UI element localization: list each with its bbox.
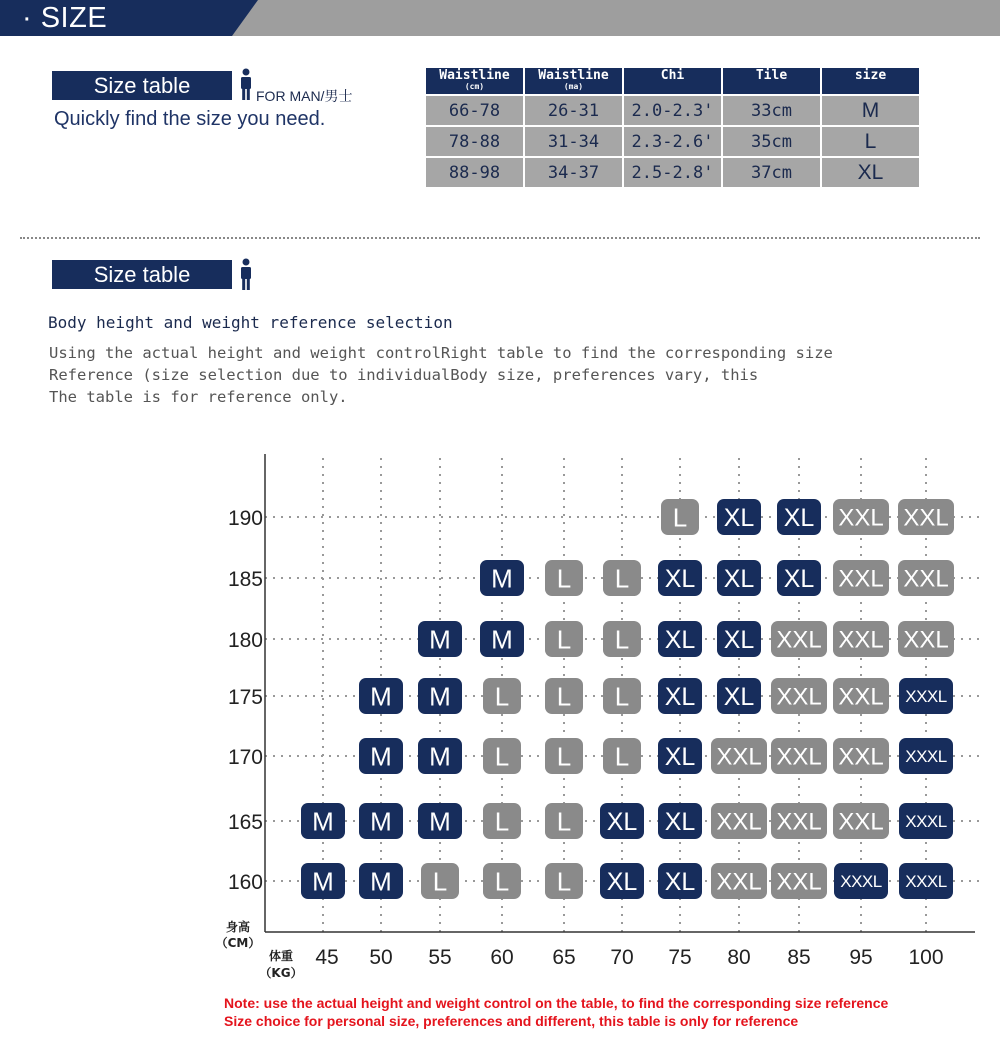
size-badge-label: XXL [838,808,884,836]
size-badge-label: M [312,866,334,897]
size-badge-label: XXXL [905,747,947,767]
x-tick-label: 100 [908,946,944,969]
size-table-label: Size table [52,71,232,100]
table-row [426,127,919,156]
size-badge-label: L [614,624,630,655]
size-badge-label: L [556,741,572,772]
size-badge-label: XXL [716,808,762,836]
size-badge-label: XXL [838,565,884,593]
size-badge-label: XL [723,626,755,654]
size-badge-label: XXXL [905,872,947,892]
description-line: Using the actual height and weight controlRight table to find the corresponding size [49,344,833,362]
size-badge-label: L [614,741,630,772]
y-tick-label: 165 [227,811,263,834]
y-axis-label: 身高 [225,920,251,934]
section-divider [20,237,980,239]
size-badge-label: XXL [776,868,822,896]
size-badge-label: L [494,866,510,897]
size-badge-label: XL [783,565,815,593]
x-tick-label: 55 [428,946,452,969]
size-badge-label: XXL [776,683,822,711]
description-line: The table is for reference only. [49,388,348,406]
size-badge-label: XL [783,504,815,532]
size-badge-label: M [429,806,451,837]
table-cell: XL [822,158,919,187]
table-cell: 35cm [723,127,820,156]
x-tick-label: 65 [552,946,576,969]
size-badge-label: XXXL [905,687,947,707]
x-tick-label: 75 [668,946,692,969]
size-badge-label: L [556,681,572,712]
table-cell: 37cm [723,158,820,187]
size-badge-label: XL [723,504,755,532]
man-icon [239,68,253,100]
size-badge-label: L [494,741,510,772]
size-badge-label: L [494,681,510,712]
size-badge-label: XL [606,868,638,896]
size-badge-label: M [312,806,334,837]
size-badge-label: M [429,741,451,772]
table-cell: L [822,127,919,156]
x-axis-label: 体重 [268,949,294,963]
size-table [424,66,921,189]
man-icon [239,258,253,290]
note-line: Size choice for personal size, preferences and different, this table is only for reference [224,1013,799,1029]
table-row [426,158,919,187]
chart-heading: Body height and weight reference selection [48,313,453,332]
table-cell: 78-88 [426,127,523,156]
table-cell: 33cm [723,96,820,125]
y-axis-label-unit: （CM） [215,936,261,950]
table-cell: 2.5-2.8' [624,158,721,187]
size-badge-label: M [370,866,392,897]
x-tick-label: 45 [315,946,339,969]
size-badge-label: XXL [838,626,884,654]
size-table-label-2: Size table [52,260,232,289]
x-axis-label-unit: （KG） [259,966,303,980]
table-cell: 34-37 [525,158,622,187]
size-badge-label: XL [723,683,755,711]
size-badge-label: M [429,681,451,712]
table-cell: 66-78 [426,96,523,125]
size-badge-label: L [432,866,448,897]
size-badge-label: L [556,806,572,837]
x-tick-label: 60 [490,946,514,969]
table-cell: 26-31 [525,96,622,125]
size-badge-label: M [491,563,513,594]
size-badge-label: XXL [903,565,949,593]
y-tick-label: 190 [227,507,263,530]
size-badge-label: XXL [838,683,884,711]
size-badge-label: XL [664,565,696,593]
size-badge-label: L [614,563,630,594]
size-badge-label: XXL [838,743,884,771]
size-badge-label: XXL [776,626,822,654]
size-table-header-row [426,68,919,94]
size-badge-label: M [370,741,392,772]
size-badge-label: XXL [903,626,949,654]
size-badge-label: L [556,624,572,655]
size-badge-label: XXL [903,504,949,532]
header-tile: Tile [723,68,820,94]
size-badge-label: XXXL [905,812,947,832]
size-badge-label: M [491,624,513,655]
header-bar-accent-slant [232,0,258,36]
for-man-label: FOR MAN/男士 [256,88,353,104]
size-badge-label: XL [664,626,696,654]
x-tick-label: 50 [369,946,393,969]
size-badge-label: L [494,806,510,837]
size-badge-label: XL [664,743,696,771]
y-tick-label: 170 [227,746,263,769]
size-badge-label: XXL [716,743,762,771]
size-badge-label: XL [723,565,755,593]
size-badge-label: XXXL [840,872,882,892]
size-badge-label: XL [664,683,696,711]
table-cell: 2.3-2.6' [624,127,721,156]
y-tick-label: 160 [227,871,263,894]
x-tick-label: 80 [727,946,751,969]
size-badge-label: XXL [776,808,822,836]
size-badge-label: M [370,806,392,837]
page-title: · SIZE [22,2,108,34]
header-chi: Chi [624,68,721,94]
table-cell: M [822,96,919,125]
size-badge-label: XXL [716,868,762,896]
tagline: Quickly find the size you need. [54,108,326,130]
size-badge-label: XXL [838,504,884,532]
size-badge-label: XL [664,868,696,896]
size-chart [0,440,1000,980]
size-badge-label: XL [606,808,638,836]
header-waistline-cm: Waistline (cm) [426,68,523,94]
table-cell: 2.0-2.3' [624,96,721,125]
header-size: size [822,68,919,94]
size-badge-label: XL [664,808,696,836]
size-badge-label: L [614,681,630,712]
header-waistline-inch: Waistline (ma) [525,68,622,94]
description-line: Reference (size selection due to individualBody size, preferences vary, this [49,366,759,384]
size-badge-label: M [429,624,451,655]
size-badge-label: L [556,563,572,594]
size-badge-label: L [556,866,572,897]
y-tick-label: 185 [227,568,263,591]
y-tick-label: 180 [227,629,263,652]
table-cell: 88-98 [426,158,523,187]
size-badge-label: XXL [776,743,822,771]
note-line: Note: use the actual height and weight control on the table, to find the corresponding size reference [224,995,889,1011]
x-tick-label: 70 [610,946,634,969]
x-tick-label: 85 [787,946,811,969]
table-cell: 31-34 [525,127,622,156]
size-badge-label: L [672,502,688,533]
y-tick-label: 175 [227,686,263,709]
table-row [426,96,919,125]
size-badge-label: M [370,681,392,712]
x-tick-label: 95 [849,946,873,969]
